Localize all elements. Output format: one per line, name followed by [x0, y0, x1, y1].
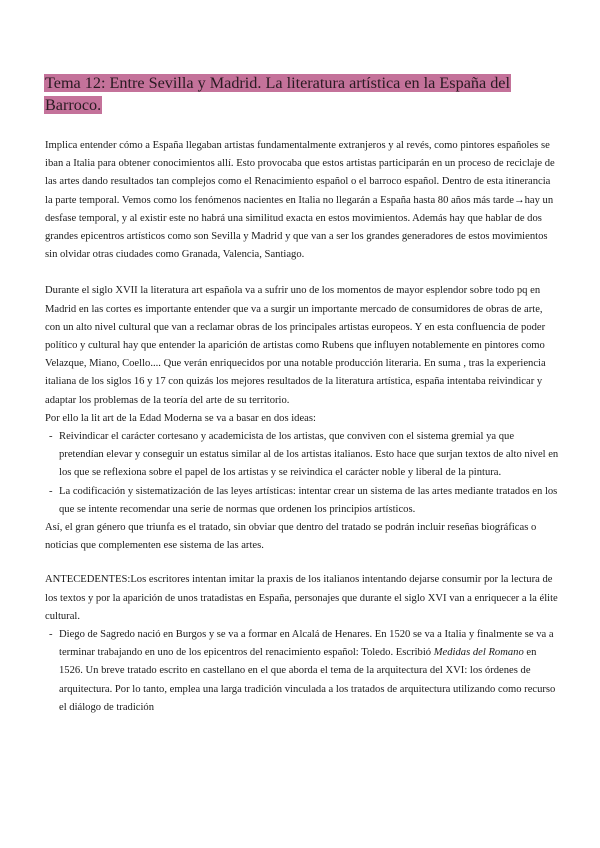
sagredo-text-before: Diego de Sagredo nació en Burgos y se va a formar en Alcalá de Henares. En 1520 se va a Italia y finalmente se va a terminar trabajando en uno de los epicentros del renacimiento español: Toledo. Escribió [59, 629, 554, 659]
sagredo-text-after: en 1526. Un breve tratado escrito en castellano en el que aborda el tema de la arquitectura del XVI: los órdenes de arquitectura. Por lo tanto, emplea una larga tradición vinculada a los tratados de arquitectura utilizando como recurso el diálogo de tradición [59, 647, 556, 713]
list-item: - La codificación y sistematización de las leyes artísticas: intentar crear un sistema de las artes mediante tratados en los que se intente recomendar una serie de normas que ordenen los principios artísticos. [59, 483, 559, 519]
document-body [45, 137, 559, 717]
work-title: Medidas del Romano [433, 647, 524, 659]
authors-list [45, 626, 559, 717]
title-highlight: Tema 12: Entre Sevilla y Madrid. La literatura artística en la España del Barroco. [45, 74, 510, 114]
seventeenth-century-paragraph: Durante el siglo XVII la literatura art española va a sufrir uno de los momentos de mayor esplendor sobre todo pq en Madrid en las cortes es importante entender que va a surgir un importante mercado de consumidores de obras de arte, con un alto nivel cultural que van a reclamar obras de los principales artistas europeos. Y en esta confluencia de poder político y cultural hay que entender la aparición de artistas como Rubens que influyen notablemente en pintores como Velazque, Miano, Coello.... Que verán enriquecidos por una notable producción literaria. En suma , tras la experiencia italiana de los siglos 16 y 17 con quizás los mejores resultados de la literatura artística, españa intentaba reivindicar y adaptar los problemas de la teoría del arte de su territorio. [45, 285, 546, 406]
ideas-list [45, 428, 559, 519]
two-ideas-intro: Por ello la lit art de la Edad Moderna se va a basar en dos ideas: [45, 412, 316, 424]
page-title [44, 72, 559, 116]
antecedentes-paragraph: ANTECEDENTES:Los escritores intentan imitar la praxis de los italianos intentando dejarse consumir por la lectura de los textos y por la aparición de unos tratadistas en España, personajes que durante el siglo XVI van a enriquecer a la élite cultural. [45, 574, 558, 622]
list-item: - Reivindicar el carácter cortesano y academicista de los artistas, que conviven con el sistema gremial ya que pretendían elevar y conseguir un estatus similar al de los artistas italianos. Esto hace que surjan textos de alto nivel en los que se reflexiona sobre el papel de los artistas y se reivindica el carácter noble y liberal de la pintura. [59, 428, 559, 483]
paragraph-spacer [45, 555, 559, 571]
list-item [59, 626, 559, 717]
intro-paragraph: Implica entender cómo a España llegaban artistas fundamentalmente extranjeros y al revés, como pintores españoles se iban a Italia para obtener conocimientos allí. Esto provocaba que estos artistas participarán en un proceso de reciclaje de las artes dando resultados tan complejos como el Renacimiento español o el barroco español. Dentro de esta itinerancia la parte temporal. Vemos como los fenómenos nacientes en Italia no llegarán a España hasta 80 años más tarde→hay un desfase temporal, y al existir este no habrá una similitud exacta en estos movimientos. Además hay que hablar de dos grandes epicentros artísticos como son Sevilla y Madrid y que van a ser los grandes generadores de estos movimientos sin olvidar otras ciudades como Granada, Valencia, Santiago. [45, 140, 555, 261]
paragraph-spacer [45, 264, 559, 282]
treatise-paragraph: Así, el gran género que triunfa es el tratado, sin obviar que dentro del tratado se podrán incluir reseñas biográficas o noticias que complementen ese sistema de las artes. [45, 522, 537, 552]
